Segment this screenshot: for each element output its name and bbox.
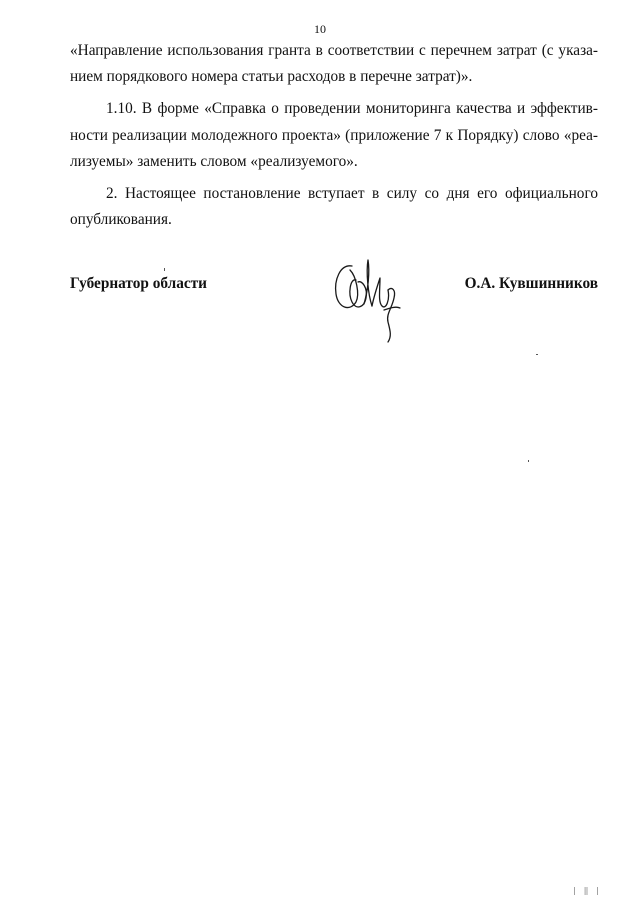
- page-number: 10: [314, 22, 326, 36]
- document-body: [70, 38, 598, 233]
- handwritten-signature-icon: [330, 250, 410, 345]
- scan-speck: [528, 460, 529, 462]
- paragraph-1-line-1: «Направление использования гранта в соответствии с перечнем затрат (с указа-: [70, 42, 598, 59]
- scan-edge-marks: | ‖ |: [572, 886, 602, 895]
- paragraph-2-line-3: лизуемы» заменить словом «реализуемого».: [70, 152, 358, 170]
- paragraph-2-line-1: 1.10. В форме «Справка о проведении мониторинга качества и эффектив-: [106, 100, 598, 118]
- signatory-name: О.А. Кувшинников: [464, 275, 598, 292]
- paragraph-3-line-2: опубликования.: [70, 211, 172, 229]
- paragraph-3-line-1: 2. Настоящее постановление вступает в силу со дня его официального: [106, 184, 598, 202]
- paragraph-2-line-2: ности реализации молодежного проекта» (приложение 7 к Порядку) слово «реа-: [70, 126, 598, 144]
- scan-speck: [536, 354, 538, 355]
- paragraph-1-line-2: нием порядкового номера статьи расходов в перечне затрат)».: [70, 68, 473, 86]
- signatory-title: Губернатор области: [70, 275, 207, 292]
- scan-speck: [164, 268, 165, 271]
